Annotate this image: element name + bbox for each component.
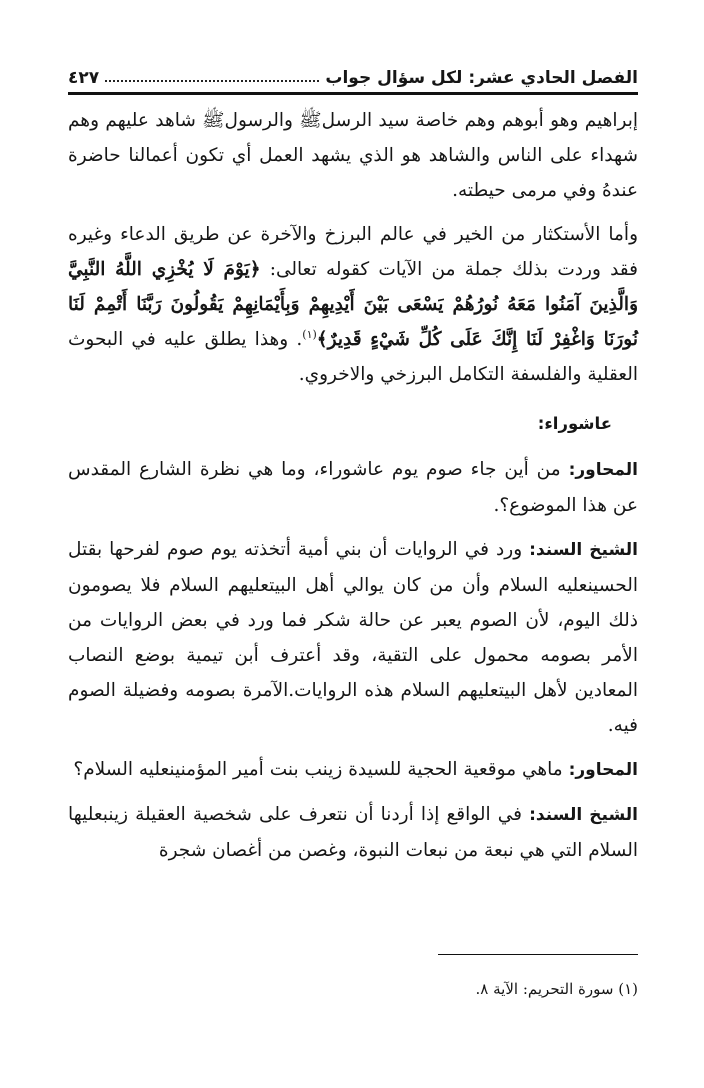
dialogue-text: في الواقع إذا أردنا أن نتعرف على شخصية العقيلة زينبعليها السلام التي هي نبعة من نبعات النبوة، وغصن من أغصان شجرة <box>68 804 638 861</box>
paragraph-2 <box>68 217 638 392</box>
speaker-label: المحاور: <box>568 460 638 480</box>
speaker-label: المحاور: <box>568 760 638 780</box>
chapter-title: الفصل الحادي عشر: لكل سؤال جواب <box>325 68 638 88</box>
header-leader-dots <box>105 80 319 82</box>
running-header <box>68 60 638 88</box>
speaker-label: الشيخ السند: <box>529 805 638 825</box>
page-number: ٤٢٧ <box>68 68 100 88</box>
paragraph-2-end: . وهذا يطلق عليه في البحوث العقلية والفلسفة التكامل البرزخي والاخروي. <box>68 329 638 385</box>
page-content <box>68 60 638 877</box>
footnote: (١) سورة التحريم: الآية ٨. <box>475 980 638 998</box>
quran-verse: ﴿يَوْمَ لَا يُخْزِي اللَّهُ النَّبِيَّ وَالَّذِينَ آمَنُوا مَعَهُ نُورُهُمْ يَسْعَى بَيْنَ أَيْدِيهِمْ وَبِأَيْمَانِهِمْ يَقُولُونَ رَبَّنَا أَتْمِمْ لَنَا نُورَنَا وَاغْفِرْ لَنَا إِنَّكَ عَلَى كُلِّ شَيْءٍ قَدِيرٌ﴾ <box>68 259 638 350</box>
speaker-label: الشيخ السند: <box>529 540 638 560</box>
dialogue-text: ماهي موقعية الحجية للسيدة زينب بنت أمير المؤمنينعليه السلام؟ <box>73 759 569 780</box>
footnote-divider <box>68 954 638 955</box>
main-text <box>68 103 638 868</box>
dialogue-text: من أين جاء صوم يوم عاشوراء، وما هي نظرة الشارع المقدس عن هذا الموضوع؟. <box>68 459 638 516</box>
dialogue-text: ورد في الروايات أن بني أمية أتخذته يوم صوم لفرحها بقتل الحسينعليه السلام وأن من كان يوالي أهل البيتعليهم السلام فلا يصومون ذلك اليوم، لأن الصوم يعبر عن حالة شكر فما ورد في بعض الروايات من الأمر بصومه محمول على التقية، وقد أعترف أبن تيمية بوضع النصاب المعادين لأهل البيتعليهم السلام هذه الروايات.الآمرة بصومه وفضيلة الصوم فيه. <box>68 539 638 736</box>
footnote-ref: (١) <box>302 327 317 341</box>
dialogue-item <box>68 752 638 788</box>
header-rule <box>68 92 638 95</box>
dialogue-item <box>68 452 638 523</box>
dialogue-item <box>68 532 638 743</box>
paragraph-2-start: وأما الأستكثار من الخير في عالم البرزخ والآخرة عن طريق الدعاء وغيره فقد وردت بذلك جملة من الآيات كقوله تعالى: <box>68 224 638 280</box>
paragraph-1: إبراهيم وهو أبوهم وهم خاصة سيد الرسلﷺ والرسولﷺ شاهد عليهم وهم شهداء على الناس والشاهد هو الذي يشهد العمل أي تكون أعمالنا حاضرة عندهُ وفي مرمى حيطته. <box>68 110 638 201</box>
dialogue-item <box>68 797 638 868</box>
section-heading: عاشوراء: <box>537 414 612 433</box>
